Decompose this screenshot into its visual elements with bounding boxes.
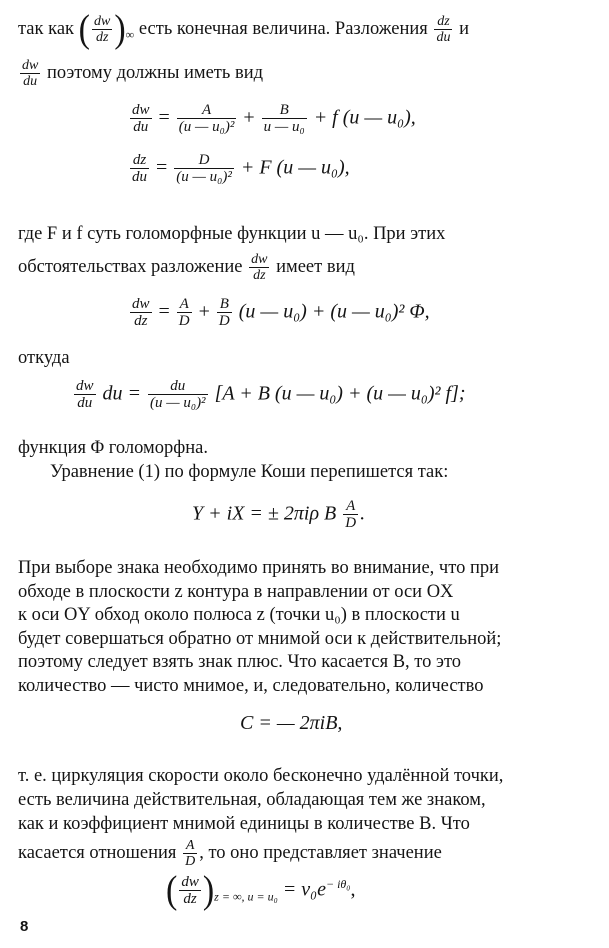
frac-den: D	[178, 313, 190, 329]
frac-num: dw	[132, 102, 150, 118]
text-line-2	[18, 58, 263, 89]
equation-body: C = — 2πiB,	[240, 712, 343, 734]
fraction-b-over	[262, 102, 307, 136]
fraction-dw-du	[130, 102, 152, 136]
frac-num: dw	[132, 296, 150, 312]
equation-c	[240, 712, 342, 735]
equation-tail: + f (u — u₀),	[313, 106, 416, 129]
frac-num: A	[343, 498, 358, 515]
fraction-dz-du	[434, 14, 452, 45]
equation-tail: (u — u₀) + (u — u₀)² Φ,	[238, 300, 430, 323]
text-coefficient: как и коэффициент мнимой единицы в количестве B. Что	[18, 814, 470, 834]
text-line-3	[18, 222, 445, 246]
text-line-7	[50, 460, 448, 484]
text-line-p5	[18, 650, 461, 674]
text-cauchy-formula: Уравнение (1) по формуле Коши перепишется так:	[50, 462, 449, 482]
text-line-1	[18, 7, 469, 51]
fraction-dw-dz	[249, 252, 269, 283]
frac-num: dz	[434, 14, 452, 30]
text-purely-imaginary: количество — чисто мнимое, и, следовательно, количество	[18, 676, 484, 696]
text-represents-value: , то оно представляет значение	[199, 842, 442, 863]
paren-open: (	[166, 869, 178, 912]
text-and: и	[459, 18, 469, 39]
paren-close: )	[114, 7, 126, 51]
text-has-form: имеет вид	[276, 256, 355, 277]
fraction-a-d	[343, 498, 358, 532]
frac-num: B	[262, 102, 307, 119]
frac-den: D	[345, 515, 357, 531]
frac-num: dw	[94, 14, 111, 29]
equation-tail: [A + B (u — u₀) + (u — u₀)² f];	[214, 382, 466, 405]
equation-tail: + F (u — u₀),	[240, 156, 350, 179]
plus-sign: +	[198, 300, 210, 323]
text-line-q2	[18, 788, 486, 812]
frac-num: dz	[130, 152, 149, 169]
text-line-p2	[18, 580, 453, 604]
text-line-q3	[18, 812, 470, 836]
text-line-6	[18, 436, 208, 460]
frac-den: (u — u₀)²	[176, 169, 232, 185]
frac-den: dz	[95, 30, 109, 45]
fraction-dw-dz	[92, 14, 112, 45]
period: .	[360, 502, 366, 525]
equation-y-ix	[192, 498, 365, 532]
fraction-du-over	[148, 378, 208, 412]
text-ratio: касается отношения	[18, 842, 177, 863]
frac-den: D	[218, 313, 230, 329]
frac-den: dz	[253, 268, 266, 283]
subscript-limit: z = ∞, u = u₀	[214, 889, 278, 904]
frac-den: du	[77, 395, 93, 411]
frac-den: dz	[183, 891, 197, 907]
text-line-p3	[18, 603, 460, 627]
frac-den: du	[132, 169, 147, 185]
page-number: 8	[20, 918, 29, 935]
fraction-a-over	[177, 102, 237, 136]
equation-dw-du-du	[72, 378, 466, 412]
text-line-5	[18, 346, 70, 370]
equation-dz-du	[128, 152, 350, 186]
frac-den: (u — u₀)²	[150, 395, 206, 411]
text-circulation: т. е. циркуляция скорости около бесконечно удалённой точки,	[18, 766, 504, 786]
text-should-have-form: поэтому должны иметь вид	[46, 62, 264, 83]
fraction-a-d	[183, 838, 197, 869]
text-line-p6	[18, 674, 483, 698]
equation-mid: du =	[102, 382, 142, 405]
fraction-dw-du	[74, 378, 96, 412]
equals-sign: =	[156, 156, 168, 179]
text-line-p4	[18, 627, 501, 651]
text-line-q1	[18, 764, 503, 788]
fraction-b-d	[217, 296, 232, 330]
fraction-d-over	[174, 152, 234, 186]
text-holomorphic-functions: где F и f суть голоморфные функции u — u₀. При этих	[18, 224, 446, 244]
text-finite-quantity: есть конечная величина. Разложения	[138, 18, 428, 39]
frac-num: A	[177, 296, 192, 313]
equation-rhs: = v₀e	[282, 878, 326, 901]
text-sign-choice: При выборе знака необходимо принять во внимание, что при	[18, 558, 499, 578]
text-phi-holomorphic: функция Φ голоморфна.	[18, 438, 208, 458]
subscript-infinity: ∞	[125, 27, 135, 42]
equals-sign: =	[158, 106, 170, 129]
fraction-dz-du	[130, 152, 149, 186]
text-line-p1	[18, 556, 499, 580]
frac-den: (u — u₀)²	[178, 119, 235, 135]
text-line-q4	[18, 838, 442, 869]
text-whence: откуда	[18, 348, 70, 368]
text-sign-plus: поэтому следует взять знак плюс. Что касается B, то это	[18, 652, 462, 672]
text-line-4	[18, 252, 355, 283]
frac-den: D	[185, 854, 196, 869]
frac-num: A	[177, 102, 237, 119]
paren-close: )	[202, 869, 215, 912]
equation-dw-dz	[128, 296, 430, 330]
frac-num: dw	[22, 58, 39, 73]
comma: ,	[350, 878, 356, 901]
fraction-dw-dz	[179, 874, 201, 908]
equals-sign: =	[158, 300, 170, 323]
frac-num: B	[217, 296, 232, 313]
frac-num: D	[174, 152, 234, 169]
fraction-a-d	[177, 296, 192, 330]
frac-den: du	[23, 74, 38, 89]
fraction-dw-dz	[130, 296, 152, 330]
text-so-as: так как	[18, 18, 75, 39]
frac-num: dw	[251, 252, 268, 267]
equation-v0	[166, 869, 356, 912]
equation-body: Y + iX = ± 2πiρ B	[192, 502, 337, 525]
frac-num: dw	[181, 874, 199, 890]
text-circumstances: обстоятельствах разложение	[18, 256, 243, 277]
text-real-quantity: есть величина действительная, обладающая тем же знаком,	[18, 790, 486, 810]
plus-sign: +	[243, 106, 255, 129]
text-circuit-direction: обходе в плоскости z контура в направлении от оси OX	[18, 582, 454, 602]
equation-dw-du	[128, 102, 416, 136]
exponent: − iθ₀	[325, 876, 351, 891]
frac-num: A	[183, 838, 197, 854]
frac-num: du	[148, 378, 208, 395]
text-imaginary-axis: будет совершаться обратно от мнимой оси к действительной;	[18, 629, 502, 649]
text-pole-circuit: к оси OY обход около полюса z (точки u₀) в плоскости u	[18, 605, 460, 625]
frac-den: du	[436, 30, 451, 45]
frac-den: u — u₀	[263, 119, 305, 135]
frac-den: du	[133, 119, 149, 135]
frac-num: dw	[76, 378, 94, 394]
paren-open: (	[78, 7, 90, 51]
frac-den: dz	[134, 313, 148, 329]
fraction-dw-du	[20, 58, 40, 89]
